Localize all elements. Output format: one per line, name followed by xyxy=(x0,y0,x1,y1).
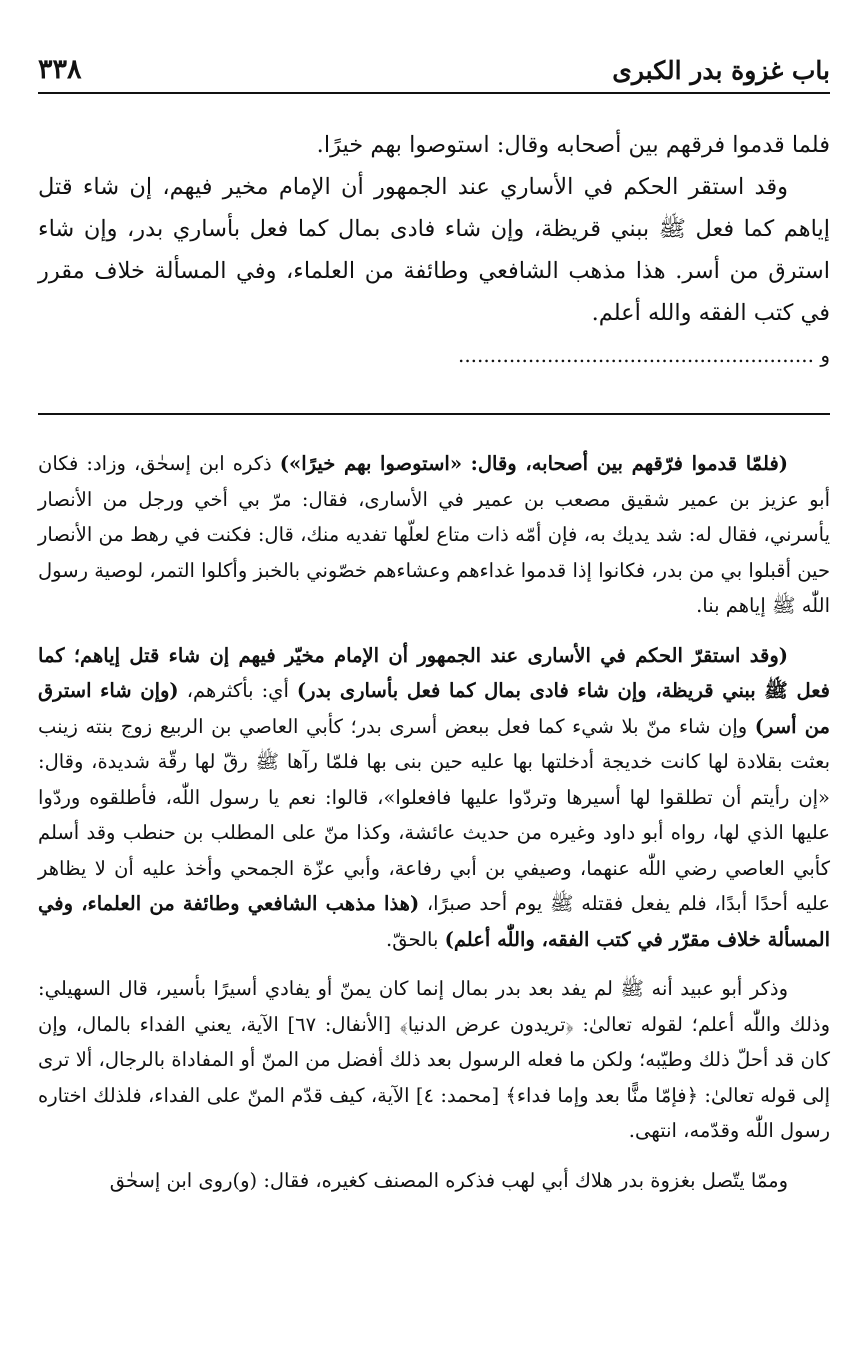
page-number: ٣٣٨ xyxy=(38,54,82,85)
commentary-paragraph-3: وذكر أبو عبيد أنه ﷺ لم يفد بعد بدر بمال إنما كان يمنّ أو يفادي أسيرًا بأسير، قال السهيلي: وذلك واللّٰه أعلم؛ لقوله تعالىٰ: ﴿تريدون عرض الدنيا﴾ [الأنفال: ٦٧] الآية، يعني الفداء بالمال، وإن كان قد أحلّ ذلك وطيّبه؛ ولكن ما فعله الرسول بعد ذلك أفضل من المنّ أو المفاداة بالرجال، ألا ترى إلى قوله تعالىٰ: ﴿فإمّا منًّا بعد وإما فداء﴾ [محمد: ٤] الآية، كيف قدّم المنّ على الفداء، فلذلك اختاره رسول اللّٰه وقدّمه، انتهى. xyxy=(38,977,831,1142)
commentary-paragraph-4: وممّا يتّصل بغزوة بدر هلاك أبي لهب فذكره المصنف كغيره، فقال: (و)روى ابن إسحٰق xyxy=(109,1168,788,1192)
commentary-text-span: بالحقّ. xyxy=(386,927,445,951)
ellipsis-line: و ........................................................ xyxy=(457,343,830,367)
commentary-text xyxy=(38,446,830,1198)
commentary-paragraph-2 xyxy=(38,638,830,958)
quoted-matn: (هذا مذهب الشافعي وطائفة من العلماء، وفي المسألة خلاف مقرّر في كتب الفقه، واللّٰه أعلم) xyxy=(38,892,830,951)
chapter-title: باب غزوة بدر الكبرى xyxy=(612,56,830,85)
main-paragraph-1: فلما قدموا فرقهم بين أصحابه وقال: استوصوا بهم خيرًا. xyxy=(316,132,830,158)
commentary-paragraph-1 xyxy=(38,446,830,624)
section-divider xyxy=(38,413,830,415)
page-header xyxy=(38,52,830,94)
quoted-matn: (وقد استقرّ الحكم في الأسارى عند الجمهور أن الإمام مخيّر فيهم إن شاء قتل إياهم؛ كما فعل ﷺ ببني قريظة، وإن شاء فادى بمال كما فعل بأسارى بدر) xyxy=(38,643,830,702)
commentary-text-span: ذكره ابن إسحٰق، وزاد: فكان أبو عزيز بن عمير شقيق مصعب بن عمير في الأسارى، فقال: مرّ بي أخي ورجل من الأنصار يأسرني، فقال له: شد يديك به، فإن أمّه ذات متاع لعلّها تفديه منك، قال: فكنت في رهط من الأنصار حين أقبلوا بي من بدر، فكانوا إذا قدموا غداءهم وعشاءهم خصّوني بالخبز وأكلوا التمر، لوصية رسول اللّٰه ﷺ إياهم بنا. xyxy=(38,452,830,617)
main-paragraph-2: وقد استقر الحكم في الأساري عند الجمهور أن الإمام مخير فيهم، إن شاء قتل إياهم كما فعل ﷺ ببني قريظة، وإن شاء فادى بمال كما فعل بأساري بدر، وإن شاء استرق من أسر. هذا مذهب الشافعي وطائفة من العلماء، وفي المسألة خلاف مقرر في كتب الفقه والله أعلم. xyxy=(38,174,830,326)
quoted-matn: (وإن شاء استرق من أسر) xyxy=(38,679,831,738)
commentary-text-span: أي: بأكثرهم، xyxy=(178,679,297,702)
quoted-matn: (فلمّا قدموا فرّقهم بين أصحابه، وقال: «استوصوا بهم خيرًا») xyxy=(279,452,788,475)
commentary-text-span: وإن شاء منّ بلا شيء كما فعل ببعض أسرى بدر؛ كأبي العاصي بن الربيع زوج بنته زينب بعثت بقلادة لها كانت خديجة أدخلتها بها عليه حين بنى بها فلمّا رآها ﷺ رقّ لها رقّة شديدة، وقال: «إن رأيتم أن تطلقوا لها أسيرها وتردّوا عليها فافعلوا»، قالوا: نعم يا رسول اللّٰه، فأطلقوه وردّوا عليها الذي لها، رواه أبو داود وغيره من حديث عائشة، وكذا منّ على المطلب بن حنطب وقد أسلم كأبي العاصي رضي اللّٰه عنهما، وصيفي بن أبي رفاعة، وأبي عزّة الجمحي وأخذ عليه أن لا يظاهر عليه أحدًا أبدًا، فلم يفعل فقتله ﷺ يوم أحد صبرًا، xyxy=(38,714,830,915)
main-text xyxy=(38,124,830,376)
